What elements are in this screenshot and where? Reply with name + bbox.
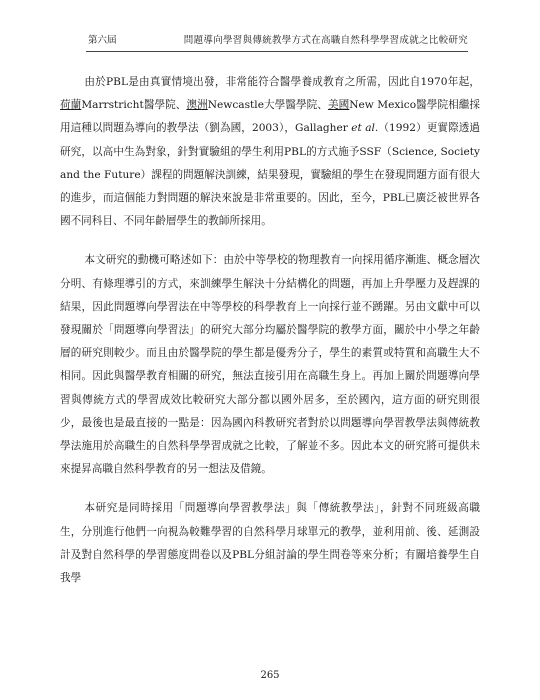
text-run: 由於PBL是由真實情境出發，非常能符合醫學養成教育之所需，因此自1970年起，	[84, 76, 480, 88]
text-run: New Mexico醫學院相繼採用這種以問題為導向的教學法（劉為國，2003），Gallagher	[60, 99, 481, 135]
running-title: 問題導向學習與傳統教學方式在高職自然科學學習成就之比較研究	[183, 35, 468, 46]
edition-label: 第六屆	[88, 35, 117, 46]
text-run: 本研究是同時採用「問題導向學習教學法」與「傳統教學法」，針對不同班級高職生，分別進行他們一向視為較難學習的自然科學月球單元的教學，並利用前、後、延測設計及對自然科學的學習態度問卷以及PBL分組討論的學生問卷等來分析；有關培養學生自我學	[60, 502, 480, 585]
body-text	[60, 71, 480, 590]
underlined-term: 美國	[327, 99, 350, 112]
paragraph	[60, 71, 480, 233]
text-run: 本文研究的動機可略述如下：由於中等學校的物理教育一向採用循序漸進、概念層次分明、有條理導引的方式，來訓練學生解決十分結構化的問題，再加上升學壓力及趕課的結果，因此問題導向學習法在中等學校的科學教育上一向採行並不踴躍。另由文獻中可以發現關於「問題導向學習法」的研究大部分均屬於醫學院的教學方面，關於中小學之年齡層的研究則較少。而且由於醫學院的學生都是優秀分子，學生的素質或特質和高職生大不相同。因此與醫學教育相關的研究，無法直接引用在高職生身上。再加上關於問題導向學習與傳統方式的學習成效比較研究大部分都以國外居多，至於國內，這方面的研究則很少，最後也是最直接的一點是：因為國內科教研究者對於以問題導向學習教學法與傳統教學法施用於高職生的自然科學學習成就之比較，了解並不多。因此本文的研究將可提供未來提昇高職自然科學教育的另一想法及借鏡。	[60, 254, 480, 476]
paragraph	[60, 497, 480, 590]
underlined-term: 荷蘭	[60, 99, 82, 112]
text-run: Marrstricht醫學院、	[81, 99, 187, 112]
underlined-term: 澳洲	[186, 99, 208, 112]
text-run: （1992）更實際透過研究，以高中生為對象，針對實驗組的學生利用PBL的方式施予SSF（Science, Society and the Future）課程的問題解決訓練，結果發現，實驗組的學生在發現問題方面有很大的進步，而這個能力對問題的解決來說是非常重要的。因此，至今，PBL已廣泛被世界各國不同科目、不同年齡層學生的教師所採用。	[60, 122, 480, 228]
page-number: 265	[260, 670, 280, 681]
page-header	[88, 33, 468, 49]
text-run: Newcastle大學醫學院、	[207, 99, 328, 112]
header-divider	[86, 51, 468, 52]
italic-term: et al.	[351, 122, 379, 135]
paragraph	[60, 249, 480, 481]
